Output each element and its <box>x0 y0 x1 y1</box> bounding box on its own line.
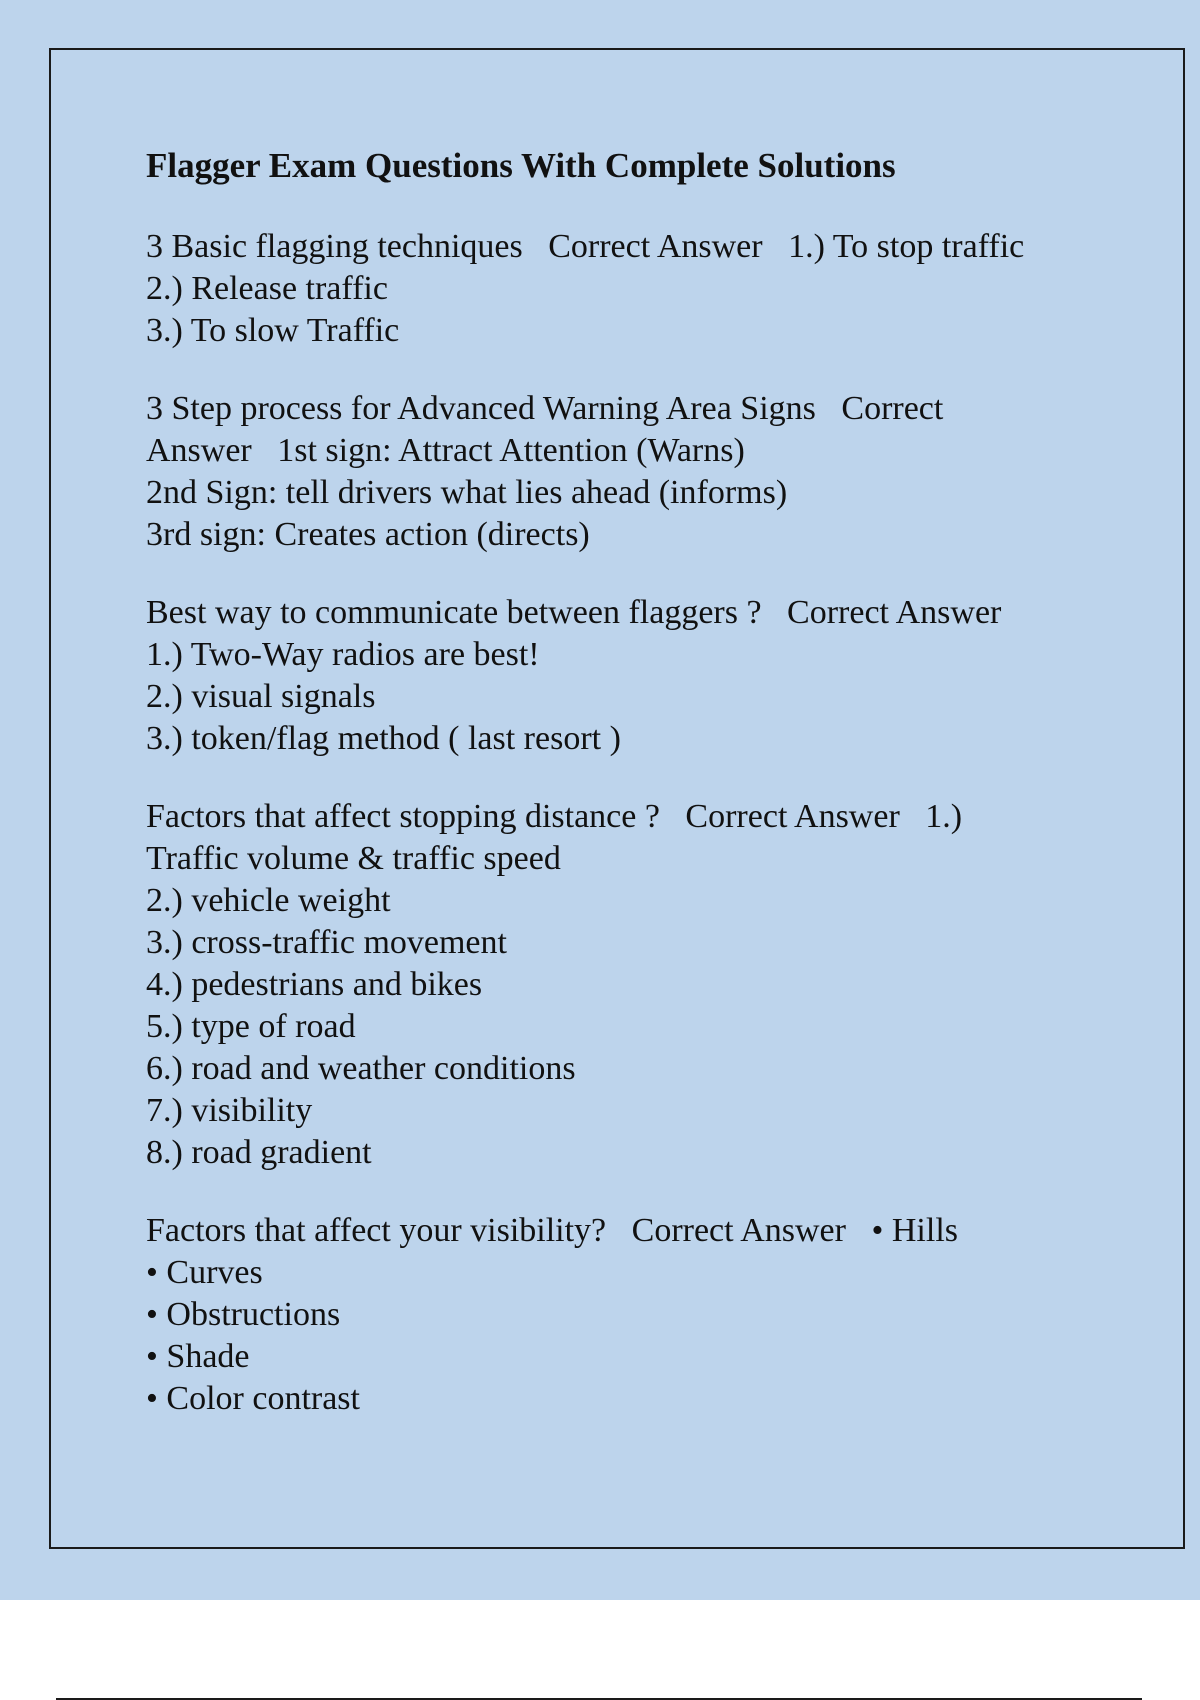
text-line: 3.) To slow Traffic <box>146 312 400 349</box>
text-line: Best way to communicate between flaggers ? Correct Answer <box>146 594 1002 631</box>
document-body <box>146 142 1106 1420</box>
text-line: 2.) vehicle weight <box>146 882 391 919</box>
text-line: 2.) Release traffic <box>146 270 388 307</box>
text-line: 7.) visibility <box>146 1092 313 1129</box>
text-line: • Curves <box>146 1254 263 1291</box>
qa-block-visibility <box>146 1210 1106 1420</box>
text-line: 3rd sign: Creates action (directs) <box>146 516 590 553</box>
text-line: 2.) visual signals <box>146 678 376 715</box>
text-line: • Obstructions <box>146 1296 341 1333</box>
text-line: Answer 1st sign: Attract Attention (Warns) <box>146 432 745 469</box>
text-line: 3.) cross-traffic movement <box>146 924 507 961</box>
text-line: 5.) type of road <box>146 1008 356 1045</box>
text-line: 1.) Two-Way radios are best! <box>146 636 540 673</box>
text-line: 4.) pedestrians and bikes <box>146 966 483 1003</box>
qa-block-stopping-distance <box>146 796 1106 1174</box>
text-line: Factors that affect your visibility? Correct Answer • Hills <box>146 1212 958 1249</box>
text-line: 8.) road gradient <box>146 1134 372 1171</box>
text-line: 3.) token/flag method ( last resort ) <box>146 720 621 757</box>
text-line: 3 Basic flagging techniques Correct Answer 1.) To stop traffic <box>146 228 1025 265</box>
text-line: 6.) road and weather conditions <box>146 1050 576 1087</box>
text-line: • Color contrast <box>146 1380 360 1417</box>
text-line: 2nd Sign: tell drivers what lies ahead (informs) <box>146 474 788 511</box>
document-title: Flagger Exam Questions With Complete Solutions <box>146 146 896 185</box>
text-line: Traffic volume & traffic speed <box>146 840 561 877</box>
qa-block-warning-signs <box>146 388 1106 556</box>
text-line: 3 Step process for Advanced Warning Area Signs Correct <box>146 390 944 427</box>
qa-block-communication <box>146 592 1106 760</box>
text-line: Factors that affect stopping distance ? Correct Answer 1.) <box>146 798 963 835</box>
qa-block-basic-flagging <box>146 226 1106 352</box>
text-line: • Shade <box>146 1338 250 1375</box>
